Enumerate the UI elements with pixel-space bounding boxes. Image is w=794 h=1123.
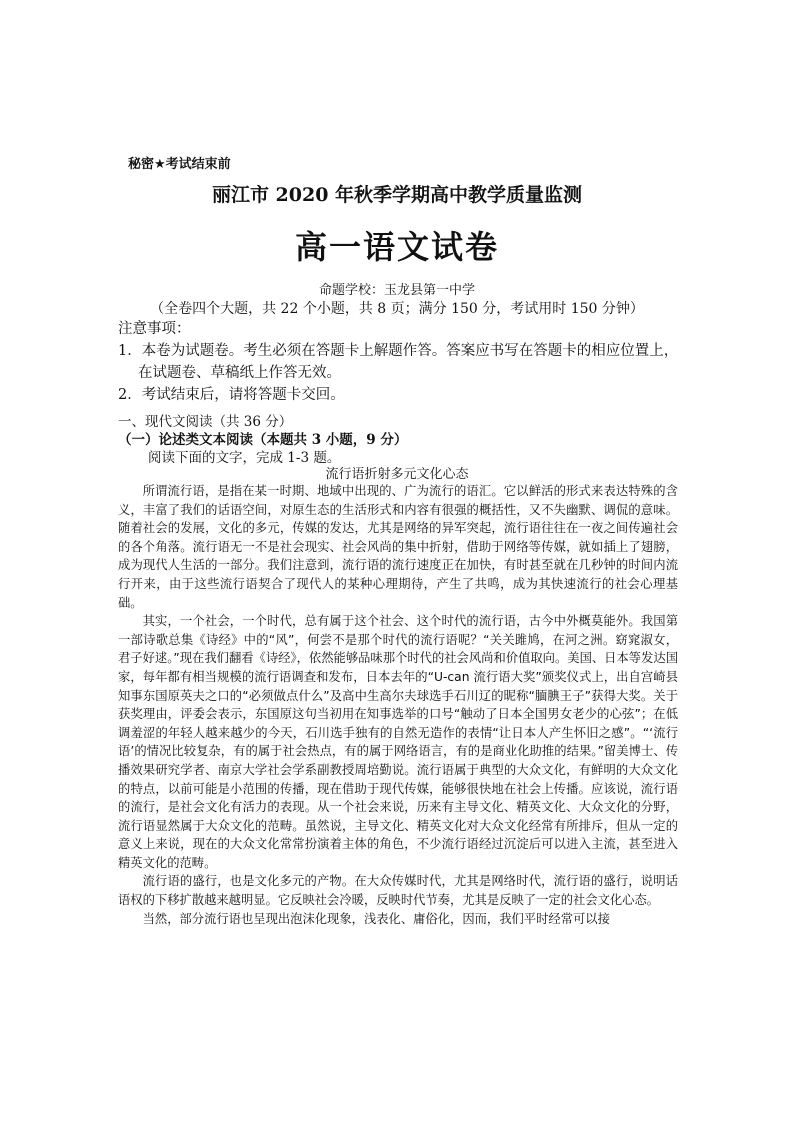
subject-title: 高一语文试卷 [294,228,499,266]
reading-instruction: 阅读下面的文字，完成 1-3 题。 [148,450,341,466]
confidential-label: 秘密★考试结束前 [128,157,231,172]
section-title: 一、现代文阅读（共 36 分） [118,414,293,430]
passage-body [118,482,678,928]
passage-title: 流行语折射多元文化心态 [325,467,469,482]
notes-heading: 注意事项： [118,321,191,337]
subsection-title: （一）论述类文本阅读（本题共 3 小题，9 分） [118,432,408,448]
passage-paragraph: 所谓流行语，是指在某一时期、地域中出现的、广为流行的语汇。它以鲜活的形式来表达特殊的含义，丰富了我们的话语空间，对原生态的生活形式和内容有很强的概括性，又不失幽默、调侃的意味。随着社会的发展，文化的多元，传媒的发达，尤其是网络的异军突起，流行语往往在一夜之间传遍社会的各个角落。流行语无一不是社会现实、社会风尚的集中折射，借助于网络等传媒，就如插上了翅膀，成为现代人生活的一部分。我们注意到，流行语的流行速度正在加快，有时甚至就在几秒钟的时间内流行开来，由于这些流行语契合了现代人的某种心理期待，产生了共鸣，成为其快速流行的社会心理基础。 [118,484,678,610]
passage-paragraph: 当然，部分流行语也呈现出泡沫化现象，浅表化、庸俗化，因而，我们平时经常可以接 [142,911,610,926]
school-line: 命题学校：玉龙县第一中学 [318,283,475,298]
notes-block [118,318,688,406]
exam-scope: （全卷四个大题，共 22 个小题，共 8 页；满分 150 分，考试用时 150 分钟） [150,301,644,317]
passage-paragraph: 其实，一个社会，一个时代，总有属于这个社会、这个时代的流行语，古今中外概莫能外。我国第一部诗歌总集《诗经》中的“风”，何尝不是那个时代的流行语呢？“关关雎鸠，在河之洲。窈窕淑女，君子好逑。”现在我们翻看《诗经》，依然能够品味那个时代的社会风尚和价值取向。美国、日本等发达国家，每年都有相当规模的流行语调查和发布，日本去年的“U-can 流行语大奖”颁奖仪式上，出自宫崎县知事东国原英夫之口的“必须做点什么”及高中生高尔夫球选手石川辽的昵称“腼腆王子”获得大奖。关于获奖理由，评委会表示，东国原这句当初用在知事选举的口号“触动了日本全国男女老少的心弦”；在低调羞涩的年轻人越来越少的今天，石川选手独有的自然无造作的表情“让日本人产生怀旧之感”。“‘流行语’的情况比较复杂，有的属于社会热点，有的属于网络语言，有的是商业化助推的结果。”留美博士、传播效果研究学者、南京大学社会学系副教授周培勤说。流行语属于典型的大众文化，有鲜明的大众文化的特点，以前可能是小范围的传播，现在借助于现代传媒，能够很快地在社会上传播。应该说，流行语的流行，是社会文化有活力的表现。从一个社会来说，历来有主导文化、精英文化、大众文化的分野，流行语显然属于大众文化的范畴。虽然说，主导文化、精英文化对大众文化经常有所排斥，但从一定的意义上来说，现在的大众文化常常扮演着主体的角色，不少流行语经过沉淀后可以进入主流，甚至进入精英文化的范畴。 [118,614,678,870]
note-item: 2．考试结束后，请将答题卡交回。 [118,387,345,403]
passage-paragraph: 流行语的盛行，也是文化多元的产物。在大众传媒时代，尤其是网络时代，流行语的盛行，说明话语权的下移扩散越来越明显。它反映社会冷暖，反映时代节奏，尤其是反映了一定的社会文化心态。 [118,874,678,908]
exam-title: 丽江市 2020 年秋季学期高中教学质量监测 [211,184,583,206]
note-item: 1．本卷为试题卷。考生必须在答题卡上解题作答。答案应书写在答题卡的相应位置上，在试题卷、草稿纸上作答无效。 [118,343,679,381]
